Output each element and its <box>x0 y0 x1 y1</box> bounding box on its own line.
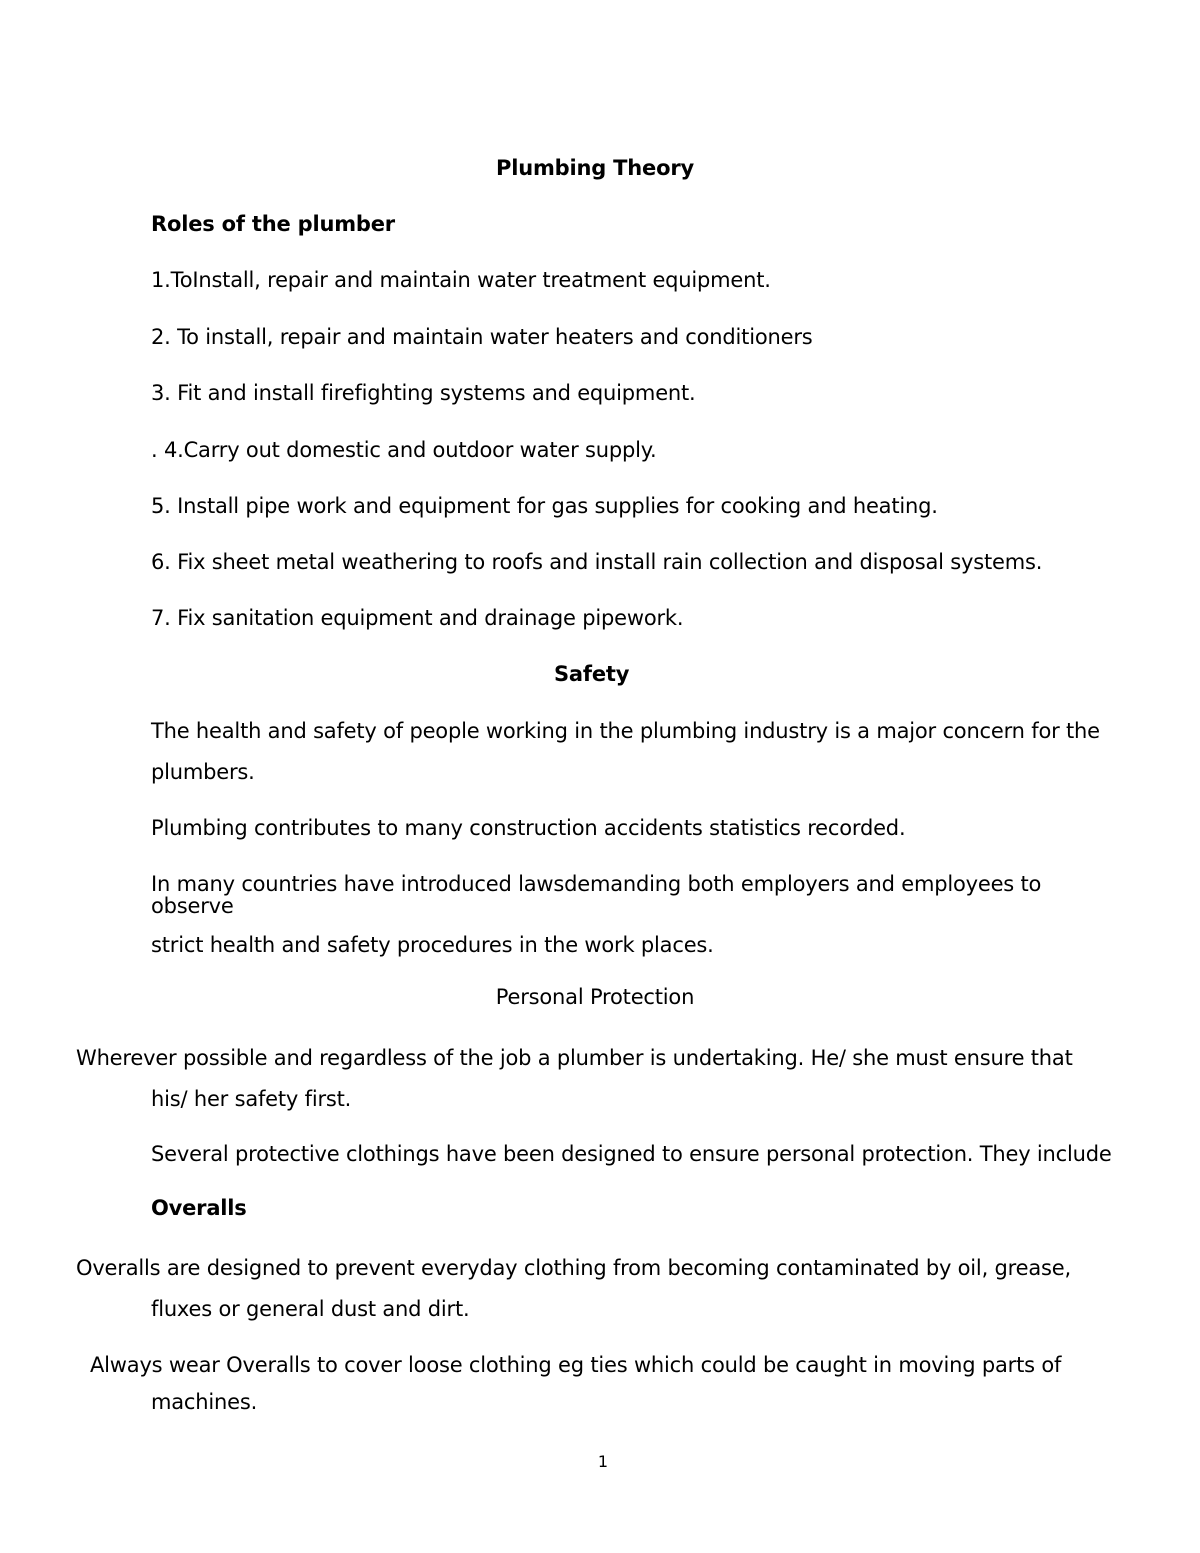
safety-paragraph-3-line-2: observe <box>151 894 234 918</box>
roles-item-1: 1.ToInstall, repair and maintain water treatment equipment. <box>151 268 771 292</box>
personal-protection-paragraph-1-line-2: his/ her safety first. <box>151 1087 352 1111</box>
personal-protection-paragraph-1-line-1: Wherever possible and regardless of the job a plumber is undertaking. He/ she must ensure that <box>76 1046 1073 1070</box>
overalls-paragraph-1-line-2: fluxes or general dust and dirt. <box>151 1297 470 1321</box>
safety-heading: Safety <box>554 662 630 686</box>
roles-item-6: 6. Fix sheet metal weathering to roofs and install rain collection and disposal systems. <box>151 550 1043 574</box>
roles-item-2: 2. To install, repair and maintain water heaters and conditioners <box>151 325 813 349</box>
roles-heading: Roles of the plumber <box>151 212 395 236</box>
safety-paragraph-3-line-1: In many countries have introduced lawsdemanding both employers and employees to <box>151 872 1042 896</box>
overalls-paragraph-1-line-1: Overalls are designed to prevent everyday clothing from becoming contaminated by oil, grease, <box>76 1256 1071 1280</box>
page-number: 1 <box>597 1452 609 1471</box>
roles-item-7: 7. Fix sanitation equipment and drainage pipework. <box>151 606 684 630</box>
overalls-paragraph-2-line-1: Always wear Overalls to cover loose clothing eg ties which could be caught in moving parts of <box>90 1353 1062 1377</box>
overalls-paragraph-2-line-2: machines. <box>151 1390 258 1414</box>
safety-paragraph-1-line-2: plumbers. <box>151 760 255 784</box>
roles-item-3: 3. Fit and install firefighting systems and equipment. <box>151 381 696 405</box>
safety-paragraph-1-line-1: The health and safety of people working in the plumbing industry is a major concern for the <box>151 719 1100 743</box>
personal-protection-heading: Personal Protection <box>495 985 695 1009</box>
safety-paragraph-3-line-3: strict health and safety procedures in the work places. <box>151 933 714 957</box>
roles-item-4: . 4.Carry out domestic and outdoor water supply. <box>151 438 657 462</box>
overalls-heading: Overalls <box>151 1196 247 1220</box>
safety-paragraph-2: Plumbing contributes to many construction accidents statistics recorded. <box>151 816 906 840</box>
personal-protection-paragraph-2: Several protective clothings have been designed to ensure personal protection. They include <box>151 1142 1112 1166</box>
document-title: Plumbing Theory <box>496 156 694 180</box>
roles-item-5: 5. Install pipe work and equipment for gas supplies for cooking and heating. <box>151 494 938 518</box>
